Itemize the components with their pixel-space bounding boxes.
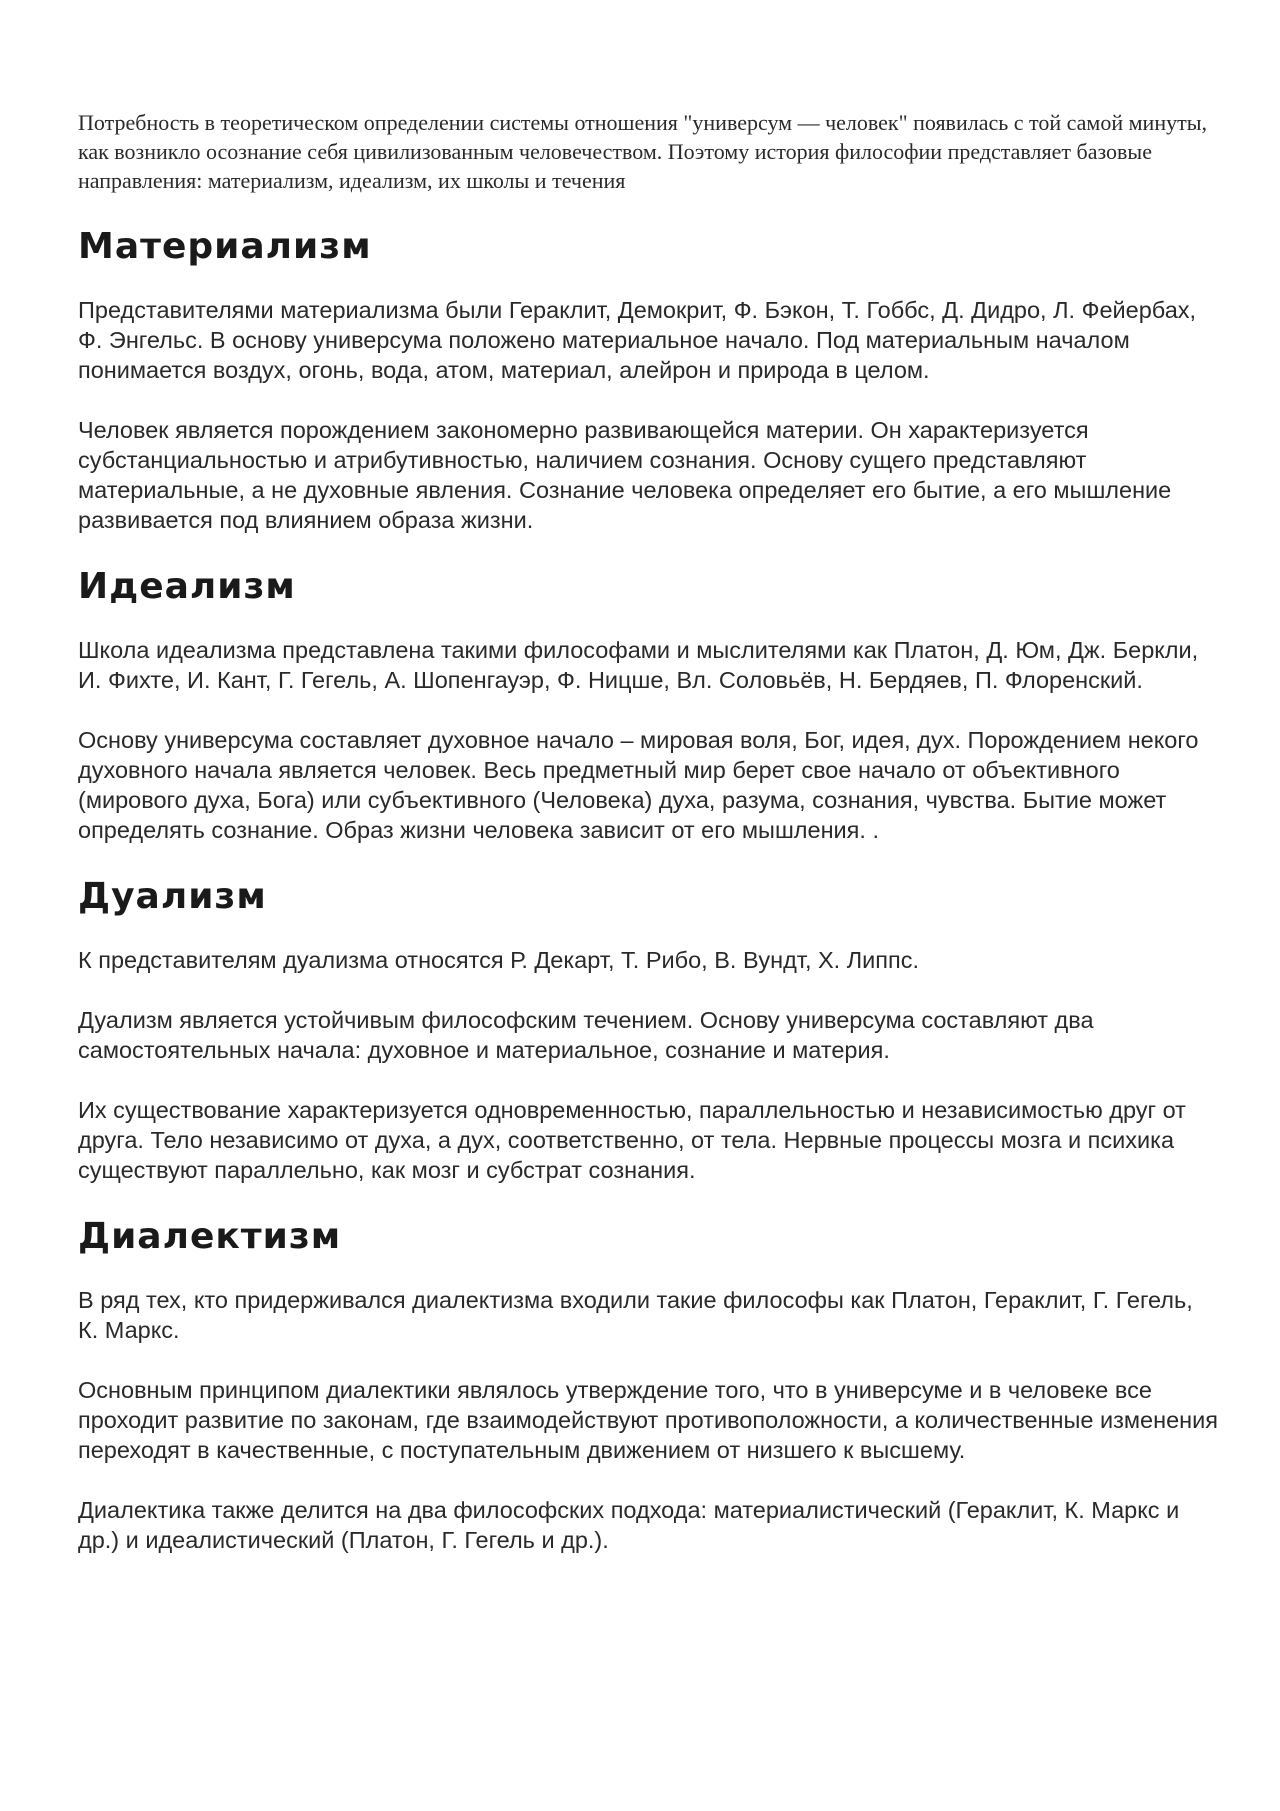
section-dialectism: [78, 1215, 1218, 1555]
section-paragraph: Основу универсума составляет духовное начало – мировая воля, Бог, идея, дух. Порождением некого духовного начала является человек. Весь предметный мир берет свое начало от объективного (мирового духа, Бога) или субъективного (Человека) духа, разума, сознания, чувства. Бытие может определять сознание. Образ жизни человека зависит от его мышления. .: [78, 727, 1199, 843]
section-paragraph: Человек является порождением закономерно развивающейся материи. Он характеризуется субстанциальностью и атрибутивностью, наличием сознания. Основу сущего представляют материальные, а не духовные явления. Сознание человека определяет его бытие, а его мышление развивается под влиянием образа жизни.: [78, 417, 1172, 533]
section-heading: Диалектизм: [78, 1216, 342, 1257]
section-heading: Материализм: [78, 226, 372, 267]
section-paragraph: Их существование характеризуется одновременностью, параллельностью и независимостью друг от друга. Тело независимо от духа, а дух, соответственно, от тела. Нервные процессы мозга и психика существуют параллельно, как мозг и субстрат сознания.: [78, 1097, 1186, 1183]
section-materialism: [78, 225, 1218, 535]
document-page: [78, 108, 1218, 1555]
section-dualism: [78, 875, 1218, 1185]
section-paragraph: Представителями материализма были Гераклит, Демокрит, Ф. Бэкон, Т. Гоббс, Д. Дидро, Л. Фейербах, Ф. Энгельс. В основу универсума положено материальное начало. Под материальным началом понимается воздух, огонь, вода, атом, материал, алейрон и природа в целом.: [78, 297, 1197, 383]
section-heading: Дуализм: [78, 876, 267, 917]
section-paragraph: В ряд тех, кто придерживался диалектизма входили такие философы как Платон, Гераклит, Г. Гегель, К. Маркс.: [78, 1287, 1193, 1343]
section-paragraph: Диалектика также делится на два философских подхода: материалистический (Гераклит, К. Маркс и др.) и идеалистический (Платон, Г. Гегель и др.).: [78, 1497, 1180, 1553]
section-paragraph: К представителям дуализма относятся Р. Декарт, Т. Рибо, В. Вундт, Х. Липпс.: [78, 947, 920, 973]
section-heading: Идеализм: [78, 566, 296, 607]
section-idealism: [78, 565, 1218, 845]
intro-paragraph: Потребность в теоретическом определении системы отношения "универсум — человек" появилась с той самой минуты, как возникло осознание себя цивилизованным человечеством. Поэтому история философии представляет базовые направления: материализм, идеализм, их школы и течения: [78, 110, 1207, 193]
section-paragraph: Основным принципом диалектики являлось утверждение того, что в универсуме и в человеке все проходит развитие по законам, где взаимодействуют противоположности, а количественные изменения переходят в качественные, с поступательным движением от низшего к высшему.: [78, 1377, 1218, 1463]
section-paragraph: Дуализм является устойчивым философским течением. Основу универсума составляют два самостоятельных начала: духовное и материальное, сознание и материя.: [78, 1007, 1094, 1063]
section-paragraph: Школа идеализма представлена такими философами и мыслителями как Платон, Д. Юм, Дж. Беркли, И. Фихте, И. Кант, Г. Гегель, А. Шопенгауэр, Ф. Ницше, Вл. Соловьёв, Н. Бердяев, П. Флоренский.: [78, 637, 1199, 693]
